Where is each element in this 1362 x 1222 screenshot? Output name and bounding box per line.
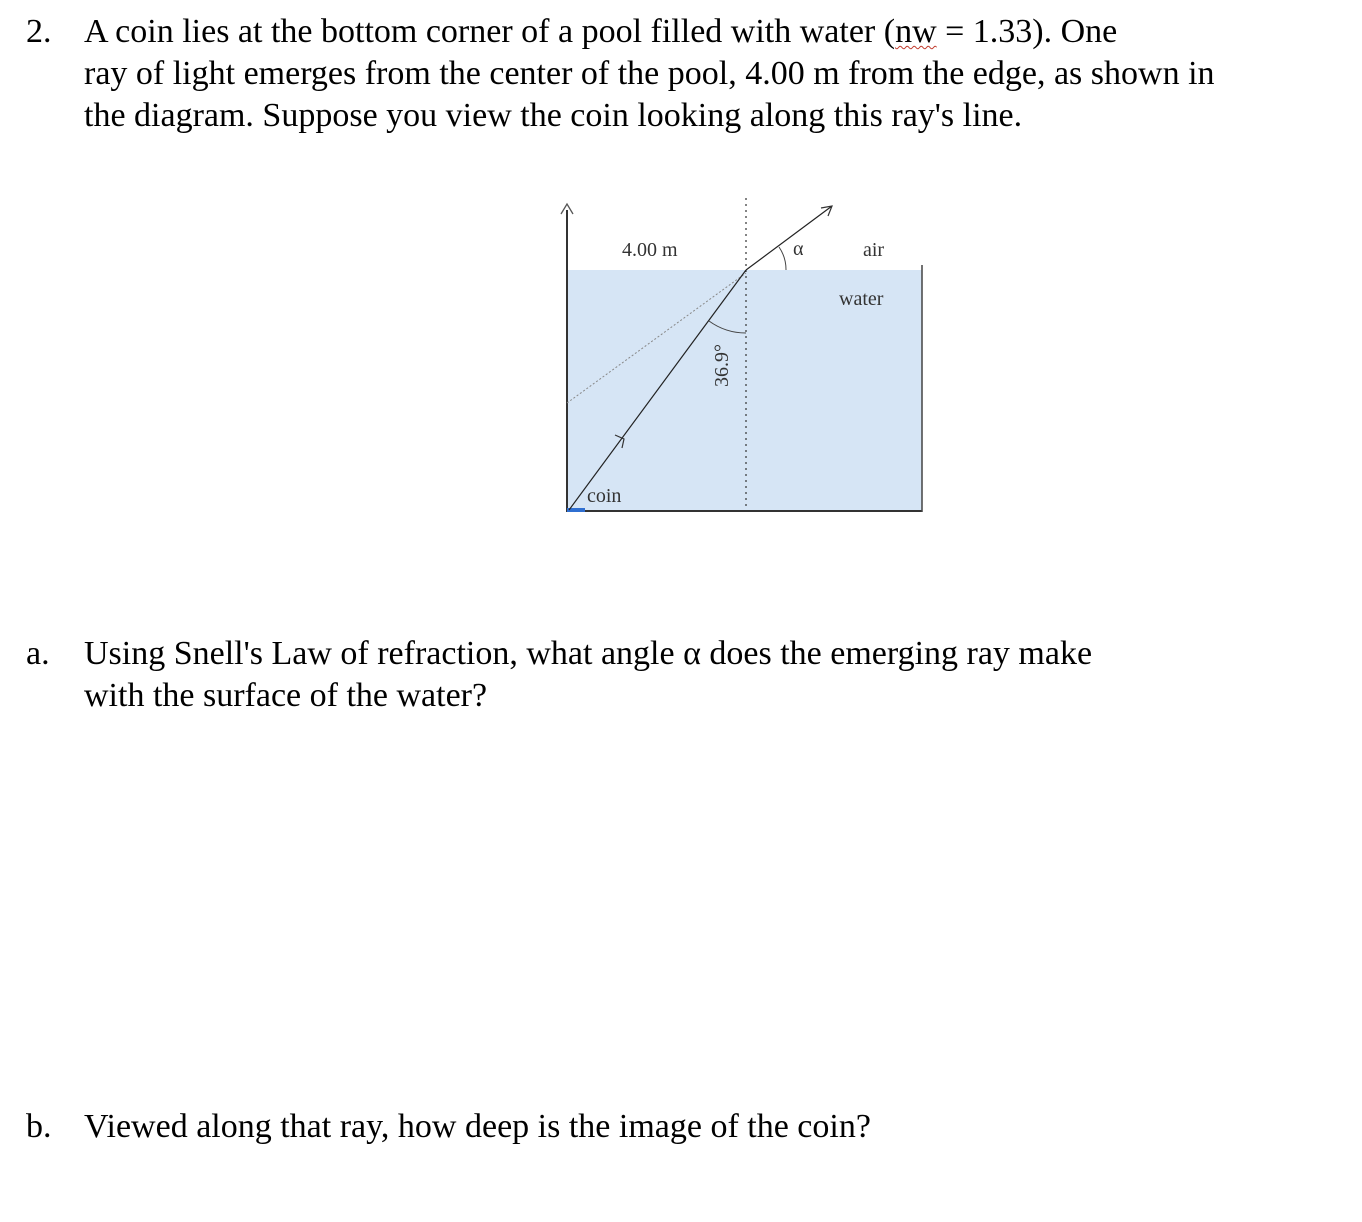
part-a-line-2: with the surface of the water?: [84, 677, 488, 714]
question-line-3: the diagram. Suppose you view the coin looking along this ray's line.: [84, 97, 1023, 134]
air-label: air: [863, 239, 885, 261]
width-label: 4.00 m: [622, 239, 678, 261]
ray-in-air: [746, 206, 832, 270]
part-a-text: [84, 633, 1346, 717]
pool-diagram: [550, 190, 950, 530]
refractive-index-symbol: nw: [895, 13, 937, 50]
part-b-letter: b.: [26, 1108, 52, 1145]
alpha-label: α: [793, 238, 804, 260]
angle-label: 36.9°: [711, 344, 733, 387]
water-label: water: [839, 288, 884, 310]
question-2: [26, 11, 1346, 137]
question-line-2: ray of light emerges from the center of the pool, 4.00 m from the edge, as shown in: [84, 55, 1215, 92]
part-a-letter: a.: [26, 635, 50, 672]
part-b-line-1: Viewed along that ray, how deep is the image of the coin?: [84, 1108, 871, 1145]
part-b-text: [84, 1106, 1346, 1148]
part-b: [26, 1106, 1346, 1148]
part-a: [26, 633, 1346, 717]
question-line-1: A coin lies at the bottom corner of a pool filled with water (nw = 1.33). One: [84, 13, 1118, 50]
question-number: 2.: [26, 13, 52, 50]
coin-label: coin: [587, 485, 622, 507]
question-text: [84, 11, 1346, 137]
alpha-arc: [779, 247, 786, 270]
part-a-line-1: Using Snell's Law of refraction, what angle α does the emerging ray make: [84, 635, 1093, 672]
